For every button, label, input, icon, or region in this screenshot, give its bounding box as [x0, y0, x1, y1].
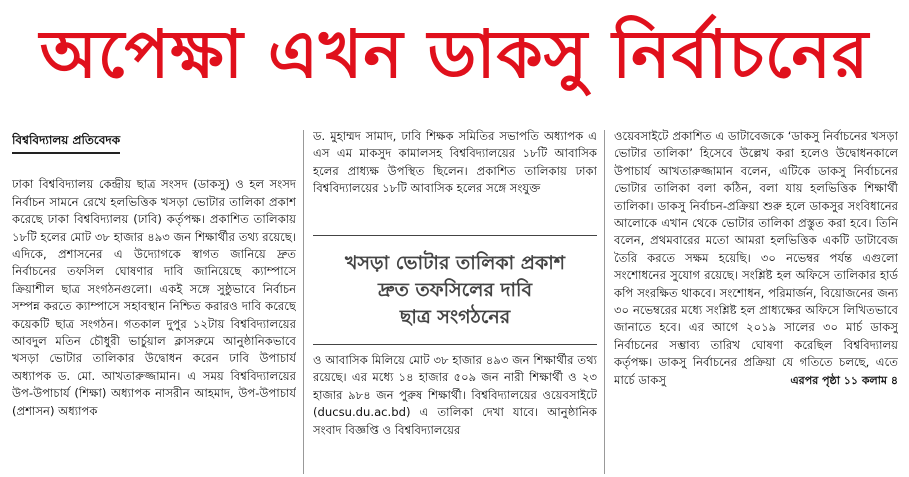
pull-quote — [313, 235, 597, 345]
pull-quote-line: ছাত্র সংগঠনের — [399, 305, 511, 328]
column-3-text — [614, 128, 898, 389]
column-divider — [303, 130, 304, 474]
column-1-text: ঢাকা বিশ্ববিদ্যালয় কেন্দ্রীয় ছাত্র সংসদ (ডাকসু) ও হল সংসদ নির্বাচন সামনে রেখে হলভিত্তিক খসড়া ভোটার তালিকা প্রকাশ করেছে ঢাকা বিশ্ববিদ্যালয় (ঢাবি) কর্তৃপক্ষ। প্রকাশিত তালিকায় ১৮টি হলের মোট ৩৮ হাজার ৪৯৩ জন শিক্ষার্থীর তথ্য রয়েছে। এদিকে, প্রশাসনের এ উদ্যোগকে স্বাগত জানিয়ে দ্রুত নির্বাচনের তফসিল ঘোষণার দাবি জানিয়েছে ক্যাম্পাসে ক্রিয়াশীল ছাত্র সংগঠনগুলো। একই সঙ্গে সুষ্ঠুভাবে নির্বাচন সম্পন্ন করতে ক্যাম্পাসে সহাবস্থান নিশ্চিত করারও দাবি করেছে কয়েকটি ছাত্র সংগঠন। গতকাল দুপুর ১২টায় বিশ্ববিদ্যালয়ের আবদুল মতিন চৌধুরী ভার্চুয়াল ক্লাসরুমে আনুষ্ঠানিকভাবে খসড়া ভোটার তালিকার উদ্বোধন করেন ঢাবি উপাচার্য অধ্যাপক ড. মো. আখতারুজ্জামান। এ সময় বিশ্ববিদ্যালয়ের উপ-উপাচার্য (শিক্ষা) অধ্যাপক নাসরীন আহমাদ, উপ-উপাচার্য (প্রশাসন) অধ্যাপক — [12, 177, 296, 418]
headline: অপেক্ষা এখন ডাকসু নির্বাচনের — [39, 16, 870, 93]
article-column-2-bottom — [313, 352, 597, 476]
article-column-3 — [614, 128, 898, 476]
byline: বিশ্ববিদ্যালয় প্রতিবেদক — [12, 132, 120, 154]
column-divider — [604, 130, 605, 474]
pull-quote-line: দ্রুত তফসিলের দাবি — [377, 278, 533, 301]
column-2-top-text: ড. মুহাম্মদ সামাদ, ঢাবি শিক্ষক সমিতির সভাপতি অধ্যাপক এ এস এম মাকসুদ কামালসহ বিশ্ববিদ্যালয়ের ১৮টি আবাসিক হলের প্রাধ্যক্ষ উপস্থিত ছিলেন। প্রকাশিত তালিকায় ঢাকা বিশ্ববিদ্যালয়ের ১৮টি আবাসিক হলের সঙ্গে সংযুক্ত — [313, 129, 597, 196]
pull-quote-line: খসড়া ভোটার তালিকা প্রকাশ — [344, 251, 566, 274]
column-2-bottom-text: ও আবাসিক মিলিয়ে মোট ৩৮ হাজার ৪৯৩ জন শিক্ষার্থীর তথ্য রয়েছে। এর মধ্যে ১৪ হাজার ৫০৯ জন নারী শিক্ষার্থী ও ২৩ হাজার ৯৮৪ জন পুরুষ শিক্ষার্থী। বিশ্ববিদ্যালয়ের ওয়েবসাইটে (ducsu.du.ac.bd) এ তালিকা দেখা যাবে। আনুষ্ঠানিক সংবাদ বিজ্ঞপ্তি ও বিশ্ববিদ্যালয়ের — [313, 353, 597, 437]
continuation-jump: এরপর পৃষ্ঠা ১১ কলাম ৪ — [790, 373, 898, 387]
column-3-body: ওয়েবসাইটে প্রকাশিত এ ডাটাবেজকে ‘ডাকসু নির্বাচনের খসড়া ভোটার তালিকা’ হিসেবে উল্লেখ করা হলেও উদ্বোধনকালে উপাচার্য আখতারুজ্জামান বলেন, এটিকে ডাকসু নির্বাচনের ভোটার তালিকা বলা কঠিন, বলা যায় হলভিত্তিক শিক্ষার্থী তালিকা। ডাকসু নির্বাচন-প্রক্রিয়া শুরু হলে ডাকসুর সংবিধানের আলোকে এখান থেকে ভোটার তালিকা প্রস্তুত করা হবে। তিনি বলেন, প্রথমবারের মতো আমরা হলভিত্তিক একটি ডাটাবেজ তৈরি করতে সক্ষম হয়েছি। ৩০ নভেম্বর পর্যন্ত এগুলো সংশোধনের সুযোগ রয়েছে। সংশ্লিষ্ট হল অফিসে তালিকার হার্ড কপি সংরক্ষিত থাকবে। সংশোধন, পরিমার্জন, বিয়োজনের জন্য ৩০ নভেম্বরের মধ্যে সংশ্লিষ্ট হল প্রাধ্যক্ষের অফিসে লিখিতভাবে জানাতে হবে। এর আগে ২০১৯ সালের ৩০ মার্চ ডাকসু নির্বাচনের সম্ভাব্য তারিখ ঘোষণা করেছিল বিশ্ববিদ্যালয় কর্তৃপক্ষ। ডাকসু নির্বাচনের প্রক্রিয়া যে গতিতে চলছে, এতে মার্চে ডাকসু — [614, 129, 898, 387]
article-column-2-top — [313, 128, 597, 228]
article-column-1 — [12, 128, 296, 476]
